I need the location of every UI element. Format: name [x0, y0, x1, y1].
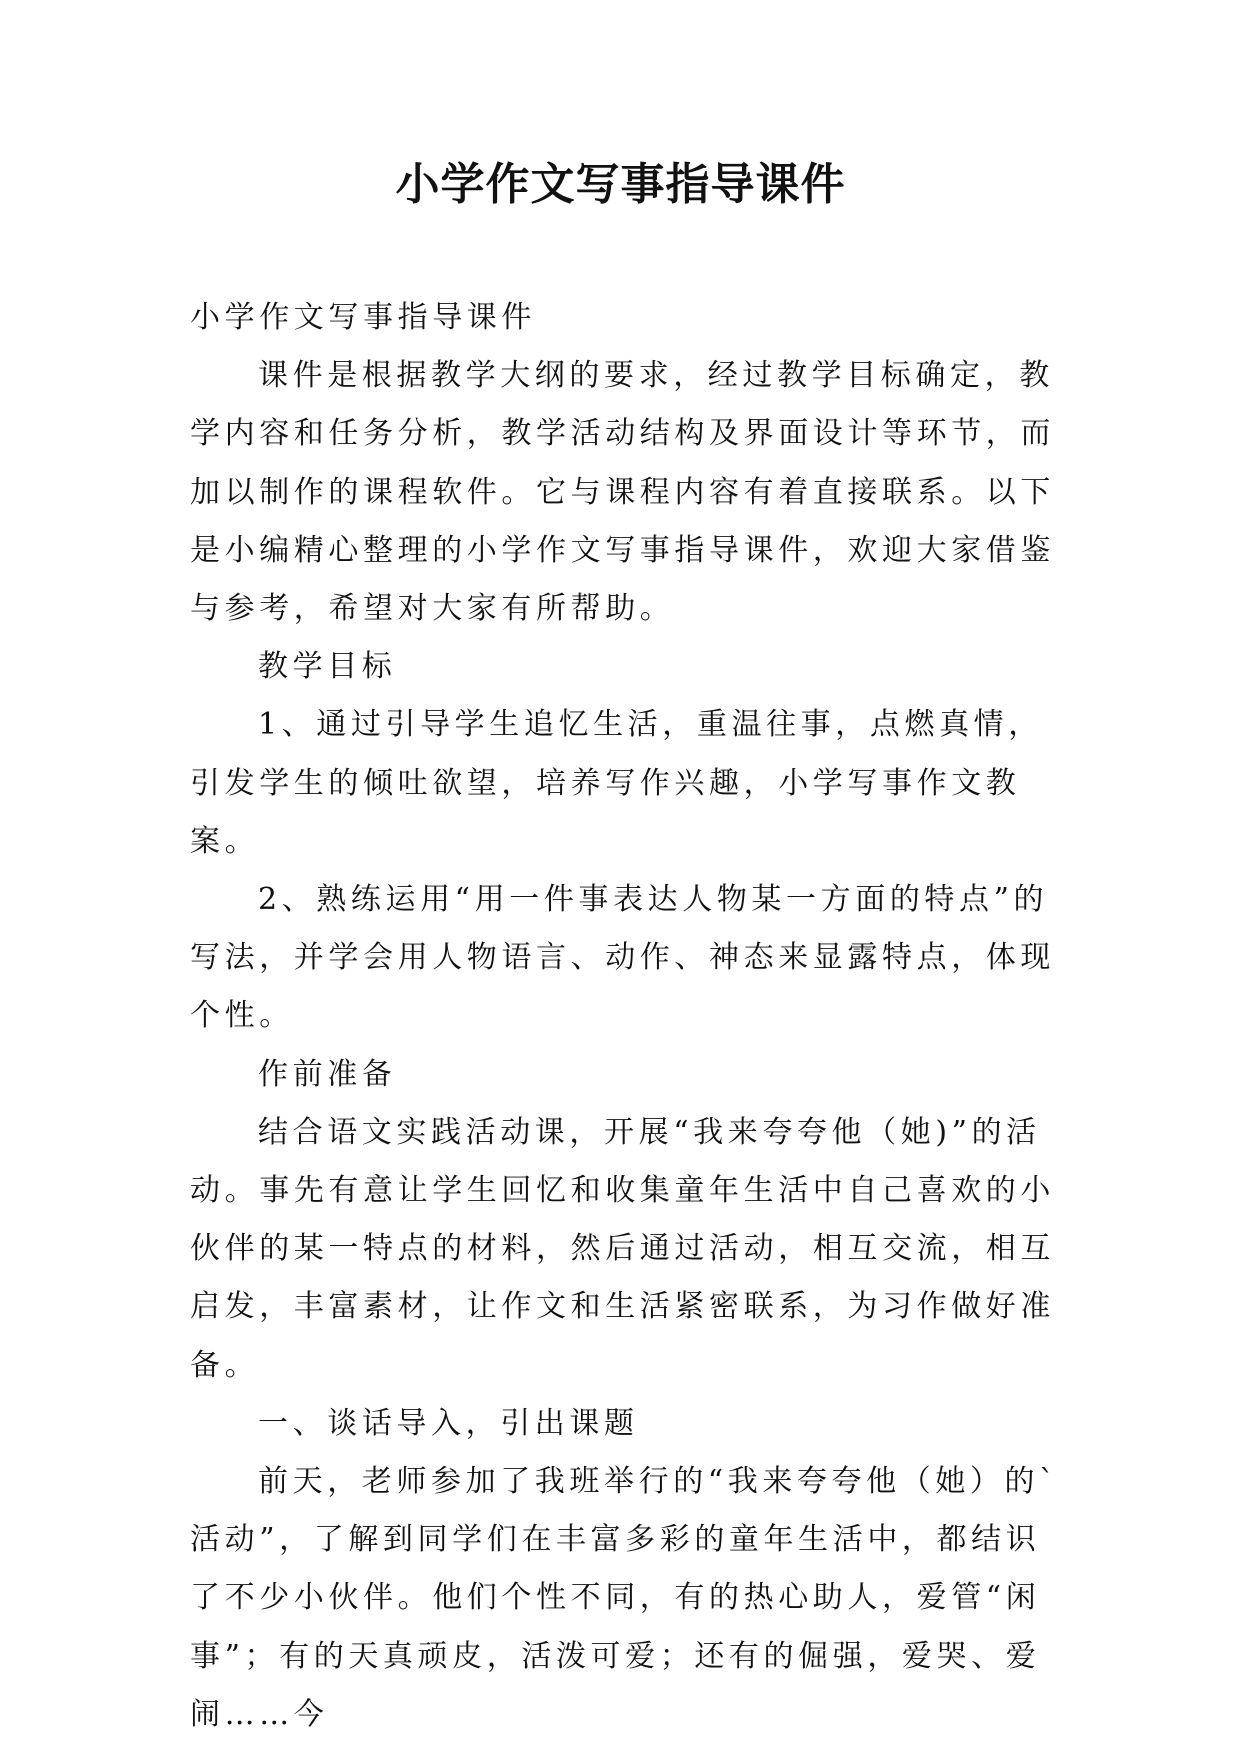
document-body — [190, 289, 1061, 1744]
paragraph-goal-1: 1、通过引导学生追忆生活，重温往事，点燃真情，引发学生的倾吐欲望，培养写作兴趣，小学写事作文教案。 — [190, 707, 1043, 859]
paragraph-preparation: 结合语文实践活动课，开展“我来夸夸他（她)”的活动。事先有意让学生回忆和收集童年生活中自己喜欢的小伙伴的某一特点的材料，然后通过活动，相互交流，相互启发，丰富素材，让作文和生活紧密联系，为习作做好准备。 — [190, 1114, 1055, 1383]
paragraph-heading: 小学作文写事指导课件 — [190, 300, 536, 335]
section-heading-intro: 一、谈话导入，引出课题 — [258, 1405, 639, 1441]
paragraph-goal-2: 2、熟练运用“用一件事表达人物某一方面的特点”的写法，并学会用人物语言、动作、神态来显露特点，体现个性。 — [190, 882, 1055, 1034]
section-heading-goals: 教学目标 — [258, 649, 397, 685]
document-title: 小学作文写事指导课件 — [395, 159, 846, 210]
paragraph-intro: 课件是根据教学大纲的要求，经过教学目标确定，教学内容和任务分析，教学活动结构及界面设计等环节，而加以制作的课程软件。它与课程内容有着直接联系。以下是小编精心整理的小学作文写事指导课件，欢迎大家借鉴与参考，希望对大家有所帮助。 — [190, 358, 1055, 627]
section-heading-preparation: 作前准备 — [258, 1056, 397, 1092]
paragraph-intro-talk: 前天，老师参加了我班举行的“我来夸夸他（她）的`活动”，了解到同学们在丰富多彩的童年生活中，都结识了不少小伙伴。他们个性不同，有的热心助人，爱管“闲事”；有的天真顽皮，活泼可爱；还有的倔强，爱哭、爱闹……今 — [190, 1464, 1059, 1732]
